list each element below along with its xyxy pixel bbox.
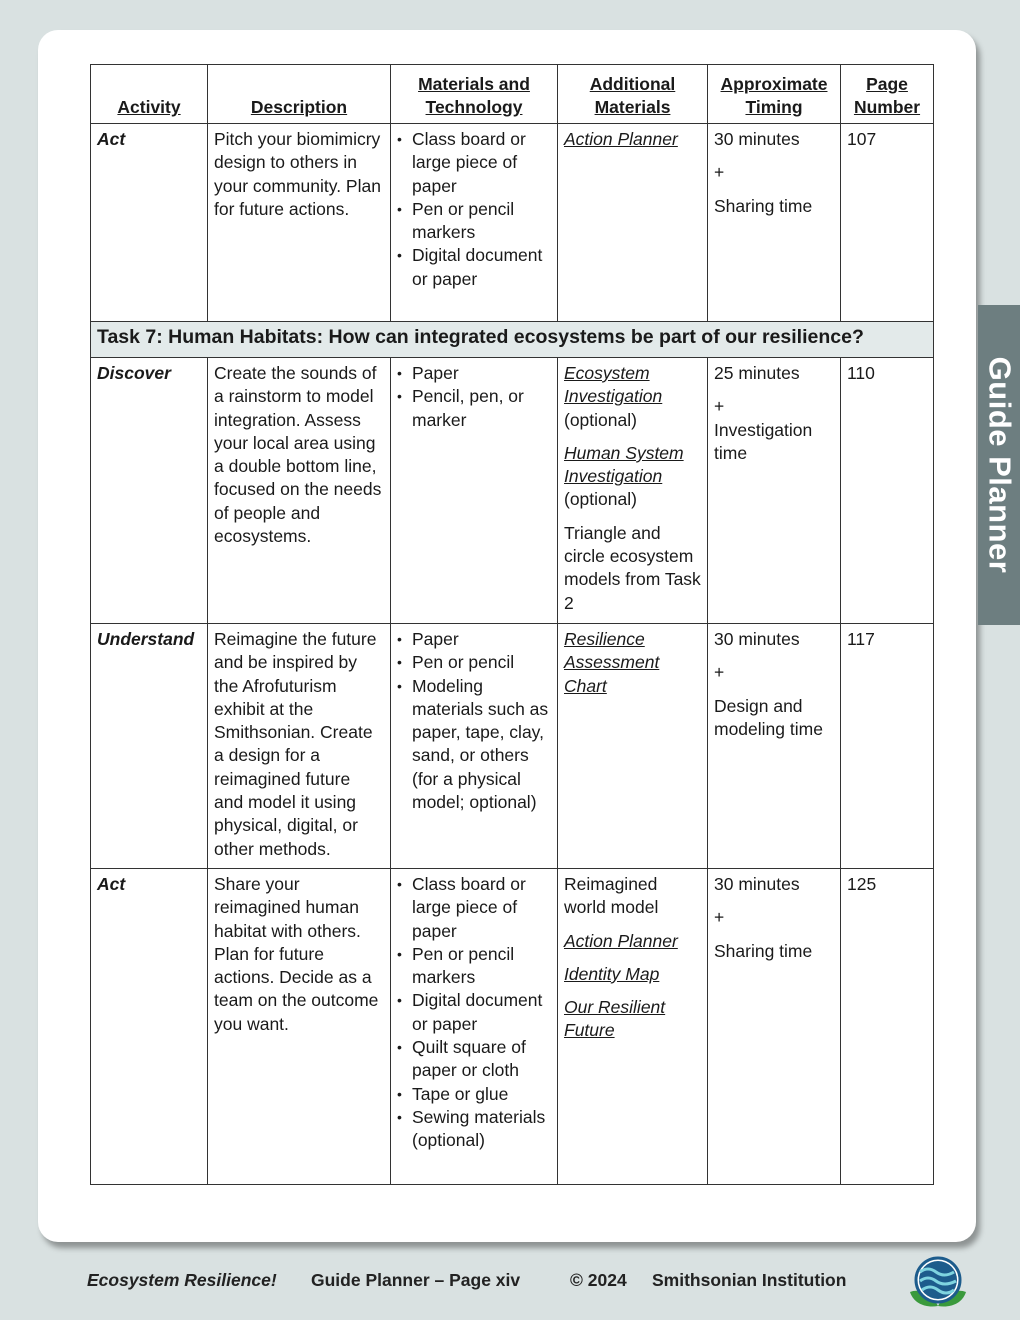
- description: Create the sounds of a rainstorm to model integration. Assess your local area using a double bottom line, focused on the needs of people and ecosystems.: [214, 363, 382, 547]
- header-description: Description: [208, 65, 391, 124]
- timing-value: 25 minutes: [714, 363, 800, 383]
- timing-value: 30 minutes: [714, 129, 800, 149]
- materials-list: [397, 628, 551, 814]
- timing-extra: Investigation time: [714, 419, 813, 463]
- timing-value: 30 minutes: [714, 629, 800, 649]
- activity-name: Discover: [97, 363, 171, 383]
- timing-extra: Design and modeling time: [714, 695, 823, 739]
- footer-org: Smithsonian Institution: [652, 1270, 847, 1290]
- materials-list: [397, 128, 551, 291]
- optional-note: (optional): [564, 409, 637, 430]
- resilience-assessment-chart-link[interactable]: Resilience Assessment Chart: [564, 629, 660, 696]
- header-additional: Additional Materials: [558, 65, 708, 124]
- task-7-title: Task 7: Human Habitats: How can integrated ecosystems be part of our resilience?: [91, 322, 934, 358]
- activity-name: Act: [97, 874, 126, 894]
- activity-name: Act: [97, 129, 126, 149]
- additional-material: Reimagined world model: [564, 874, 659, 918]
- list-item: • Sewing materials (optional): [397, 1106, 551, 1153]
- header-page: Page Number: [841, 65, 934, 124]
- description: Pitch your biomimicry design to others in your community. Plan for future actions.: [214, 129, 381, 219]
- ecosystem-logo-icon: [906, 1254, 970, 1314]
- list-item: • Modeling materials such as paper, tape, clay, sand, or others (for a physical model; optional): [397, 675, 551, 815]
- identity-map-link[interactable]: Identity Map: [564, 963, 660, 984]
- page-number: 107: [847, 129, 877, 149]
- page-number: 117: [847, 629, 875, 649]
- guide-planner-tab[interactable]: [978, 305, 1020, 625]
- page-number: 110: [847, 363, 875, 383]
- list-item: • Quilt square of paper or cloth: [397, 1036, 551, 1083]
- footer-page: Guide Planner – Page xiv: [311, 1270, 521, 1290]
- materials-list: [397, 873, 551, 1153]
- timing-plus: +: [714, 907, 725, 928]
- timing-plus: +: [714, 396, 725, 417]
- footer-copyright: © 2024: [570, 1270, 627, 1290]
- table-header-row: [91, 65, 934, 124]
- additional-material: Triangle and circle ecosystem models from Task 2: [564, 522, 701, 613]
- page-footer: [87, 1270, 846, 1291]
- table-row: [91, 624, 934, 869]
- planner-table: [90, 64, 934, 1185]
- list-item: • Digital document or paper: [397, 989, 551, 1036]
- activity-name: Understand: [97, 629, 195, 649]
- footer-title: Ecosystem Resilience!: [87, 1270, 277, 1290]
- list-item: • Pen or pencil markers: [397, 943, 551, 990]
- timing-extra: Sharing time: [714, 195, 813, 216]
- task-heading-row: [91, 322, 934, 358]
- list-item: • Paper: [397, 628, 551, 651]
- timing-extra: Sharing time: [714, 940, 813, 961]
- action-planner-link[interactable]: Action Planner: [564, 129, 678, 149]
- header-activity: Activity: [91, 65, 208, 124]
- page-number: 125: [847, 874, 877, 894]
- our-resilient-future-link[interactable]: Our Resilient Future: [564, 997, 666, 1041]
- description: Share your reimagined human habitat with others. Plan for future actions. Decide as a team on the outcome you want.: [214, 874, 379, 1034]
- list-item: • Digital document or paper: [397, 244, 551, 291]
- optional-note: (optional): [564, 489, 637, 510]
- action-planner-link[interactable]: Action Planner: [564, 930, 678, 951]
- list-item: • Pen or pencil: [397, 651, 551, 674]
- description: Reimagine the future and be inspired by the Afrofuturism exhibit at the Smithsonian. Create a design for a reimagined future and model it using physical, digital, or other methods.: [214, 629, 377, 859]
- list-item: • Pen or pencil markers: [397, 198, 551, 245]
- header-materials: Materials and Technology: [391, 65, 558, 124]
- human-system-investigation-link[interactable]: Human System Investigation: [564, 442, 684, 487]
- timing-plus: +: [714, 162, 725, 183]
- guide-planner-tab-label: Guide Planner: [982, 356, 1018, 574]
- ecosystem-investigation-link[interactable]: Ecosystem Investigation: [564, 363, 663, 407]
- materials-list: [397, 362, 551, 432]
- list-item: • Class board or large piece of paper: [397, 873, 551, 943]
- table-row: [91, 869, 934, 1185]
- timing-plus: +: [714, 662, 725, 683]
- list-item: • Paper: [397, 362, 551, 385]
- table-row: [91, 124, 934, 322]
- timing-value: 30 minutes: [714, 874, 800, 894]
- header-timing: Approximate Timing: [708, 65, 841, 124]
- list-item: • Class board or large piece of paper: [397, 128, 551, 198]
- list-item: • Pencil, pen, or marker: [397, 385, 551, 432]
- list-item: • Tape or glue: [397, 1083, 551, 1106]
- table-row: [91, 358, 934, 624]
